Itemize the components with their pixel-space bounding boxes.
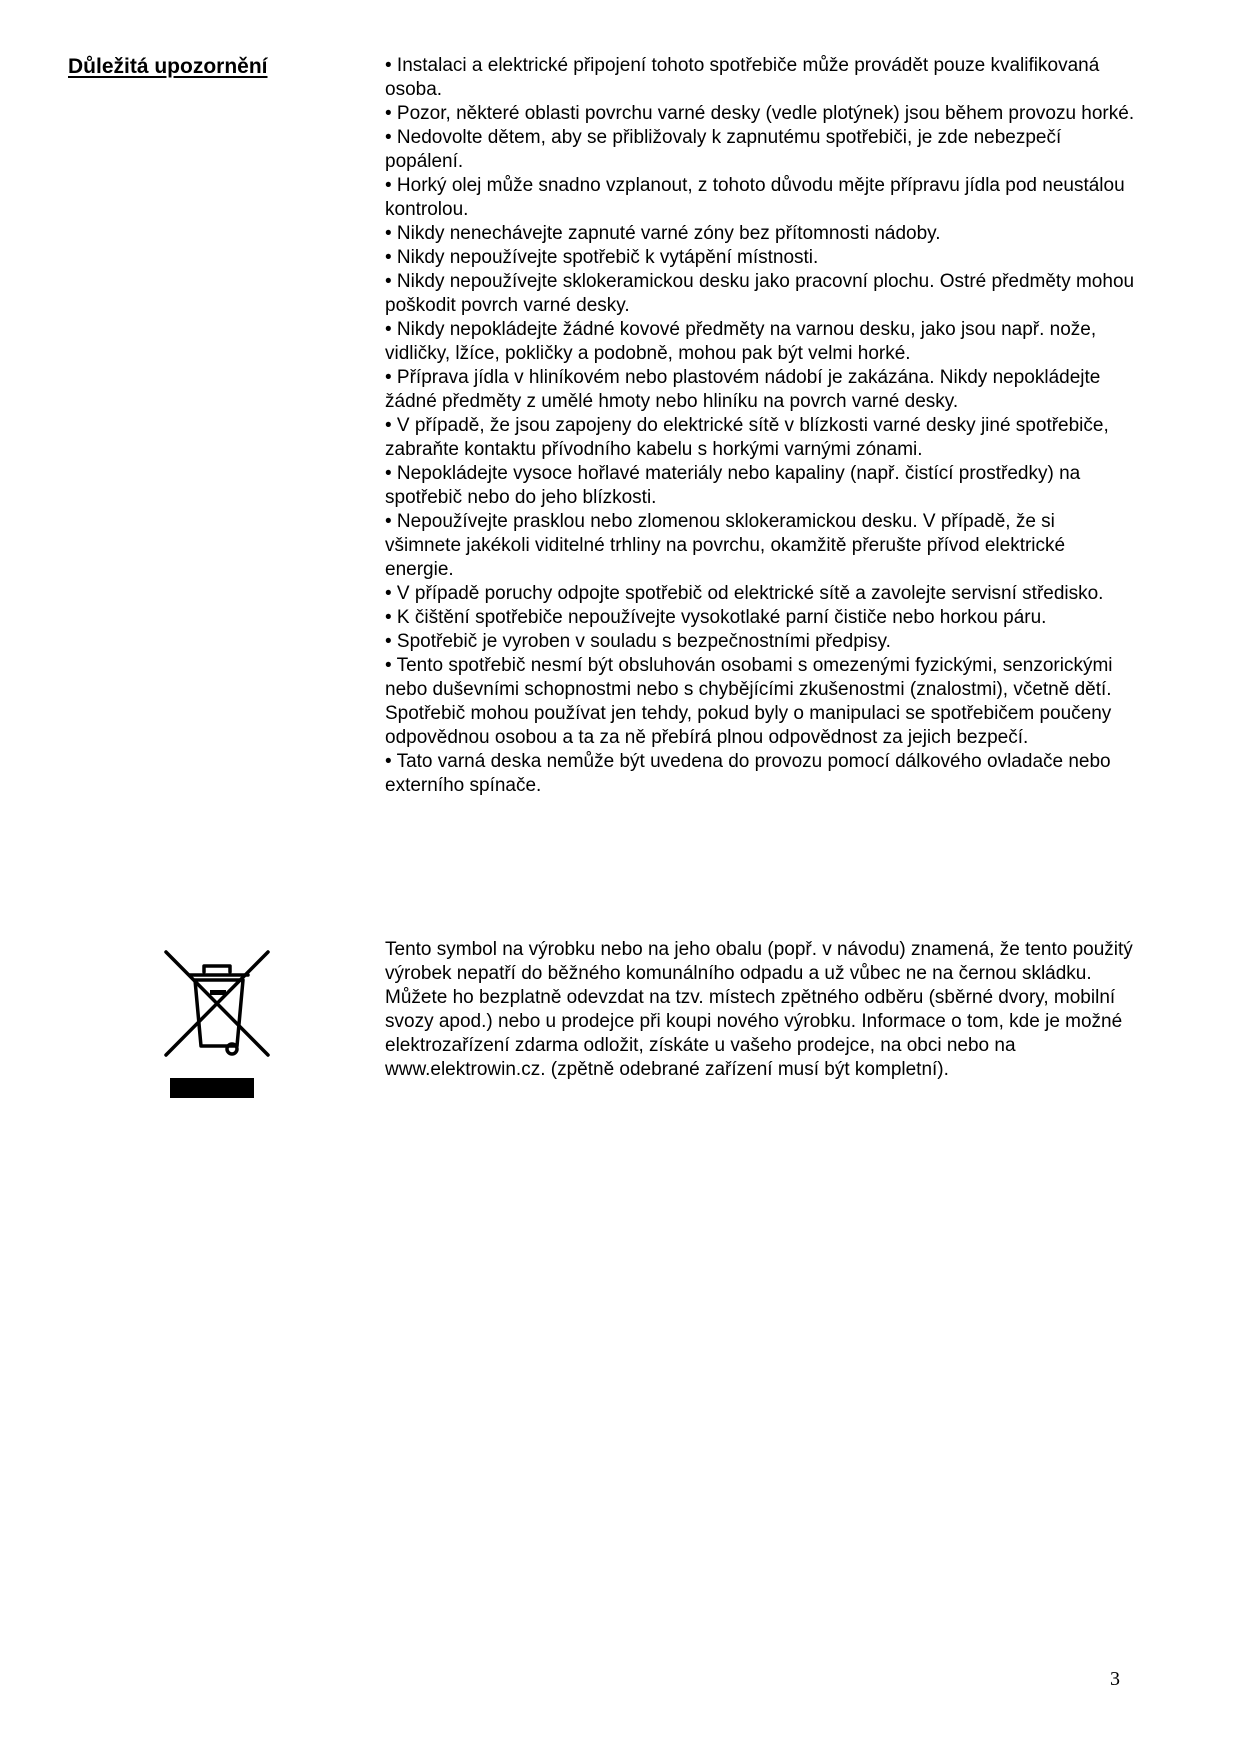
crossed-out-wheelie-bin-icon xyxy=(164,950,274,1100)
warnings-list xyxy=(385,54,1135,798)
warning-item: • Tento spotřebič nesmí být obsluhován osobami s omezenými fyzickými, senzorickými nebo duševními schopnostmi nebo s chybějícími zkušenostmi (znalostmi), včetně dětí. Spotřebič mohou používat jen tehdy, pokud byly o manipulaci se spotřebičem poučeny odpovědnou osobou a ta za ně přebírá plnou odpovědnost za jejich bezpečí. xyxy=(385,655,1113,748)
warning-item: • Nepoužívejte prasklou nebo zlomenou sklokeramickou desku. V případě, že si všimnete jakékoli viditelné trhliny na povrchu, okamžitě přerušte přívod elektrické energie. xyxy=(385,511,1066,580)
section-heading: Důležitá upozornění xyxy=(68,55,268,78)
warning-item: • Nikdy nepoužívejte spotřebič k vytápění místnosti. xyxy=(385,247,819,268)
warning-item: • Instalaci a elektrické připojení tohoto spotřebiče může provádět pouze kvalifikovaná osoba. xyxy=(385,55,1100,100)
warning-item: • V případě poruchy odpojte spotřebič od elektrické sítě a zavolejte servisní středisko. xyxy=(385,583,1104,604)
warning-item: • Nepokládejte vysoce hořlavé materiály nebo kapaliny (např. čistící prostředky) na spotřebič nebo do jeho blízkosti. xyxy=(385,463,1081,508)
warning-item: • V případě, že jsou zapojeny do elektrické sítě v blízkosti varné desky jiné spotřebiče, zabraňte kontaktu přívodního kabelu s horkými varnými zónami. xyxy=(385,415,1109,460)
warning-item: • Horký olej může snadno vzplanout, z tohoto důvodu mějte přípravu jídla pod neustálou kontrolou. xyxy=(385,175,1125,220)
warning-item: • Tato varná deska nemůže být uvedena do provozu pomocí dálkového ovladače nebo externího spínače. xyxy=(385,751,1111,796)
warning-item: • Pozor, některé oblasti povrchu varné desky (vedle plotýnek) jsou během provozu horké. xyxy=(385,103,1135,124)
warning-item: • Nikdy nenechávejte zapnuté varné zóny bez přítomnosti nádoby. xyxy=(385,223,941,244)
warning-item: • Příprava jídla v hliníkovém nebo plastovém nádobí je zakázána. Nikdy nepokládejte žádné předměty z umělé hmoty nebo hliníku na povrch varné desky. xyxy=(385,367,1101,412)
warning-item: • Nikdy nepokládejte žádné kovové předměty na varnou desku, jako jsou např. nože, vidličky, lžíce, pokličky a podobně, mohou pak být velmi horké. xyxy=(385,319,1097,364)
warning-item: • Nikdy nepoužívejte sklokeramickou desku jako pracovní plochu. Ostré předměty mohou poškodit povrch varné desky. xyxy=(385,271,1135,316)
warning-item: • K čištění spotřebiče nepoužívejte vysokotlaké parní čističe nebo horkou páru. xyxy=(385,607,1047,628)
page-number: 3 xyxy=(1110,1668,1120,1690)
warning-item: • Spotřebič je vyroben v souladu s bezpečnostními předpisy. xyxy=(385,631,891,652)
disposal-note: Tento symbol na výrobku nebo na jeho obalu (popř. v návodu) znamená, že tento použitý výrobek nepatří do běžného komunálního odpadu a už vůbec ne na černou skládku. Můžete ho bezplatně odevzdat na tzv. místech zpětného odběru (sběrné dvory, mobilní svozy apod.) nebo u prodejce při koupi nového výrobku. Informace o tom, kde je možné elektrozařízení zdarma odložit, získáte u vašeho prodejce, na obci nebo na www.elektrowin.cz. (zpětně odebrané zařízení musí být kompletní). xyxy=(385,939,1133,1080)
warning-item: • Nedovolte dětem, aby se přibližovaly k zapnutému spotřebiči, je zde nebezpečí popálení. xyxy=(385,127,1062,172)
